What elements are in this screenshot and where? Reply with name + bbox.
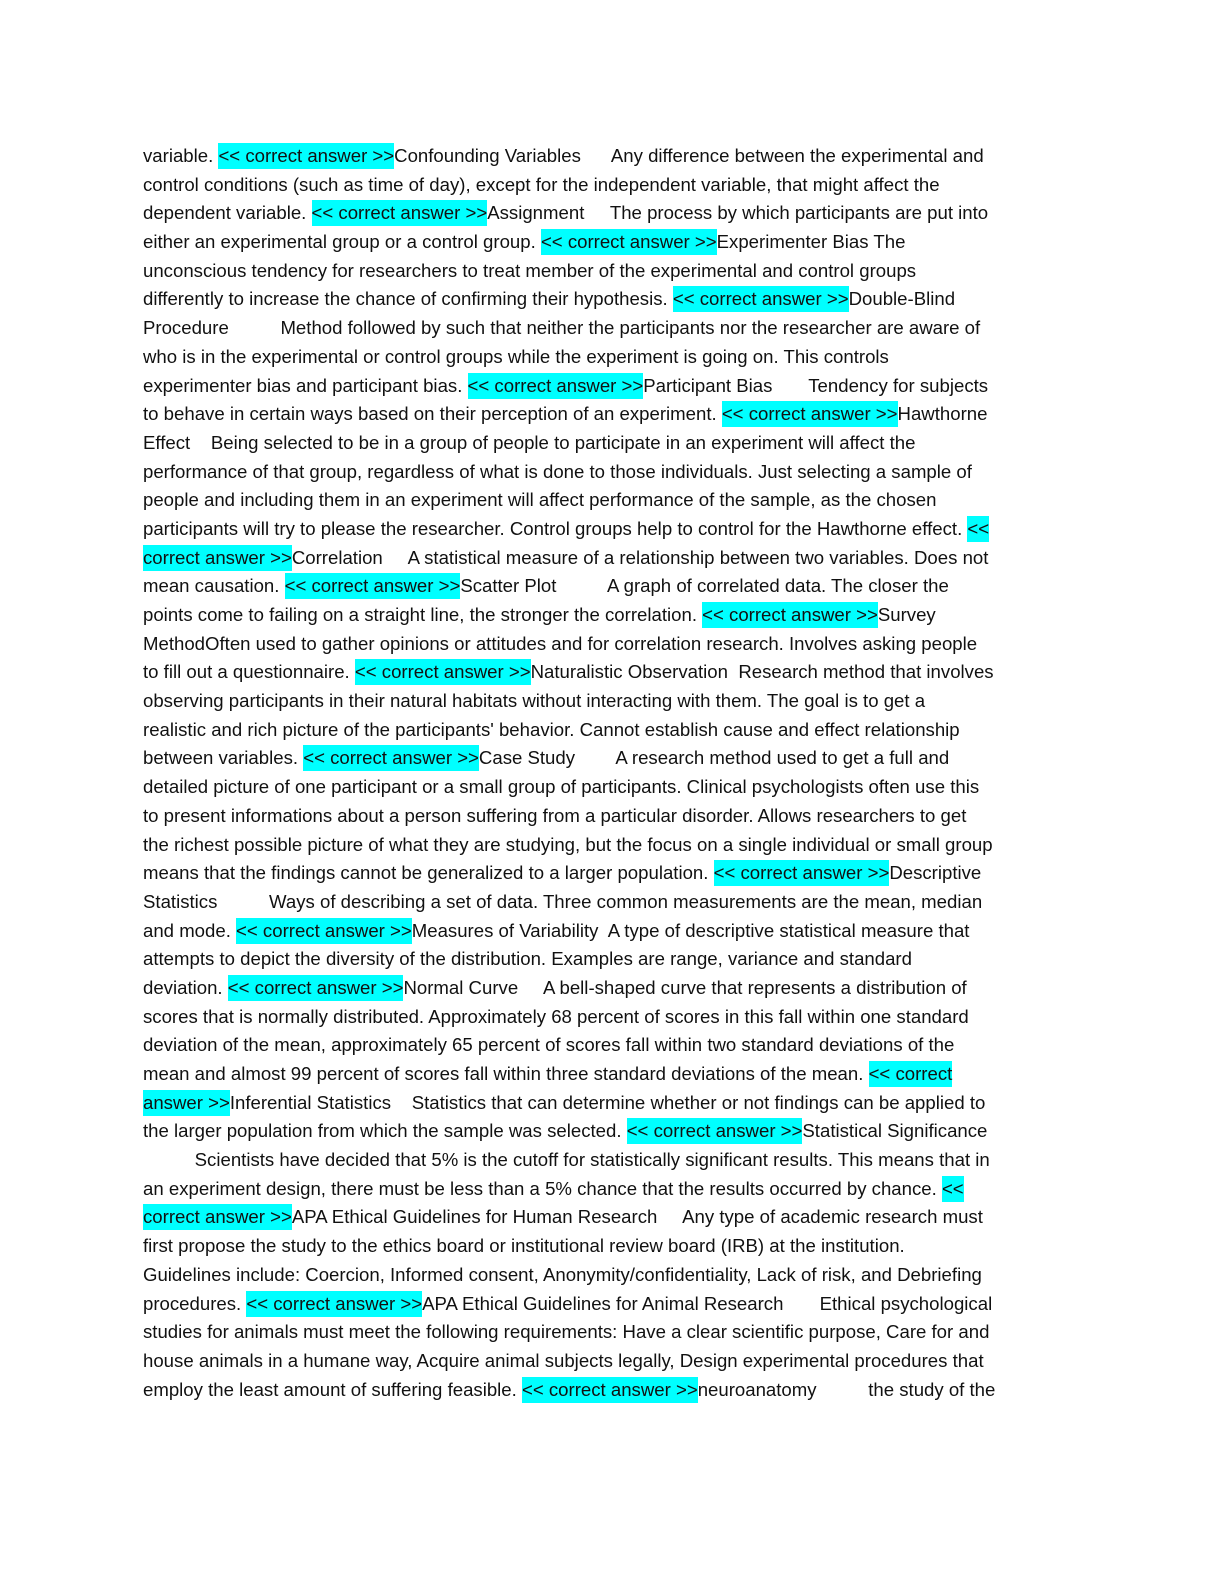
document-body-text xyxy=(143,142,1083,1404)
correct-answer-marker: << xyxy=(942,1176,964,1202)
text-segment: studies for animals must meet the following requirements: Have a clear scientific purpose, Care for and xyxy=(143,1321,990,1343)
correct-answer-marker: << correct answer >> xyxy=(285,573,461,599)
correct-answer-marker: << correct xyxy=(869,1061,953,1087)
text-line xyxy=(143,1146,1083,1175)
text-line xyxy=(143,859,1083,888)
correct-answer-marker: correct answer >> xyxy=(143,1204,292,1230)
text-line xyxy=(143,1376,1083,1405)
text-segment: Inferential Statistics Statistics that can determine whether or not findings can be applied to xyxy=(229,1091,986,1113)
text-segment: points come to failing on a straight line, the stronger the correlation. xyxy=(143,604,703,625)
text-line xyxy=(143,831,1083,860)
text-segment: Assignment The process by which participants are put into xyxy=(487,202,989,224)
text-segment: to behave in certain ways based on their perception of an experiment. xyxy=(143,403,722,425)
text-segment: Effect Being selected to be in a group of people to participate in an experiment will affect the xyxy=(143,431,916,453)
text-segment: unconscious tendency for researchers to treat member of the experimental and control groups xyxy=(143,259,917,281)
correct-answer-marker: << correct answer >> xyxy=(673,286,849,312)
text-segment: Survey xyxy=(877,604,936,625)
text-segment: Measures of Variability A type of descriptive statistical measure that xyxy=(411,919,970,941)
text-segment: experimenter bias and participant bias. xyxy=(143,374,468,396)
text-segment: means that the findings cannot be generalized to a larger population. xyxy=(143,862,714,884)
correct-answer-marker: << correct answer >> xyxy=(722,401,898,427)
text-segment: Procedure Method followed by such that neither the participants nor the researcher are aware of xyxy=(143,317,981,339)
text-line xyxy=(143,802,1083,831)
text-segment: employ the least amount of suffering feasible. xyxy=(143,1378,522,1400)
text-segment: observing participants in their natural habitats without interacting with them. The goal is to get a xyxy=(143,690,926,712)
text-segment: and mode. xyxy=(143,919,237,941)
text-line xyxy=(143,1290,1083,1319)
text-segment: Double-Blind xyxy=(848,288,956,310)
text-segment: participants will try to please the researcher. Control groups help to control for the Hawthorne effect. xyxy=(143,517,968,539)
text-line xyxy=(143,1089,1083,1118)
text-line xyxy=(143,773,1083,802)
text-line xyxy=(143,658,1083,687)
text-segment: Statistics Ways of describing a set of data. Three common measurements are the mean, median xyxy=(143,890,983,912)
correct-answer-marker: << correct answer >> xyxy=(714,860,890,886)
text-segment: scores that is normally distributed. Approximately 68 percent of scores in this fall within one standard xyxy=(143,1005,969,1027)
text-line xyxy=(143,1261,1083,1290)
text-line xyxy=(143,1031,1083,1060)
correct-answer-marker: correct answer >> xyxy=(143,545,292,571)
correct-answer-marker: << correct answer >> xyxy=(236,918,412,944)
text-segment: performance of that group, regardless of what is done to those individuals. Just selecting a sample of xyxy=(143,460,972,482)
text-segment: MethodOften used to gather opinions or attitudes and for correlation research. Involves asking people xyxy=(143,632,978,654)
correct-answer-marker: << correct answer >> xyxy=(627,1118,803,1144)
text-line xyxy=(143,1347,1083,1376)
text-line xyxy=(143,1117,1083,1146)
correct-answer-marker: << correct answer >> xyxy=(218,143,394,169)
text-line xyxy=(143,171,1083,200)
text-segment: Scientists have decided that 5% is the cutoff for statistically significant results. This means that in xyxy=(143,1149,990,1171)
text-segment: Statistical Significance xyxy=(802,1120,988,1142)
text-segment: attempts to depict the diversity of the distribution. Examples are range, variance and standard xyxy=(143,948,912,970)
text-segment: the richest possible picture of what they are studying, but the focus on a single individual or small group xyxy=(143,833,993,855)
text-line xyxy=(143,1060,1083,1089)
text-line xyxy=(143,257,1083,286)
text-line xyxy=(143,1175,1083,1204)
correct-answer-marker: << correct answer >> xyxy=(468,373,644,399)
correct-answer-marker: << correct answer >> xyxy=(522,1377,698,1403)
text-line xyxy=(143,515,1083,544)
text-line xyxy=(143,630,1083,659)
text-line xyxy=(143,974,1083,1003)
text-segment: Confounding Variables Any difference between the experimental and xyxy=(394,145,984,166)
text-line xyxy=(143,142,1083,171)
text-line xyxy=(143,429,1083,458)
text-segment: either an experimental group or a control group. xyxy=(143,231,541,253)
text-line xyxy=(143,917,1083,946)
text-segment: neuroanatomy the study of the xyxy=(697,1378,996,1400)
text-line xyxy=(143,458,1083,487)
text-line xyxy=(143,601,1083,630)
text-line xyxy=(143,572,1083,601)
text-line xyxy=(143,687,1083,716)
text-segment: realistic and rich picture of the participants' behavior. Cannot establish cause and effect relationship xyxy=(143,718,960,740)
text-line xyxy=(143,285,1083,314)
text-line xyxy=(143,888,1083,917)
correct-answer-marker: answer >> xyxy=(143,1090,230,1116)
text-line xyxy=(143,372,1083,401)
text-segment: mean causation. xyxy=(143,575,285,597)
text-line xyxy=(143,945,1083,974)
text-line xyxy=(143,343,1083,372)
text-line xyxy=(143,199,1083,228)
text-segment: mean and almost 99 percent of scores fall within three standard deviations of the mean. xyxy=(143,1063,869,1084)
text-line xyxy=(143,544,1083,573)
text-segment: house animals in a humane way, Acquire animal subjects legally, Design experimental procedures that xyxy=(143,1349,984,1371)
text-segment: between variables. xyxy=(143,747,304,769)
text-segment: deviation of the mean, approximately 65 percent of scores fall within two standard deviations of the xyxy=(143,1034,955,1056)
text-segment: Normal Curve A bell-shaped curve that represents a distribution of xyxy=(403,976,967,998)
text-line xyxy=(143,314,1083,343)
text-line xyxy=(143,1203,1083,1232)
text-segment: deviation. xyxy=(143,976,228,998)
text-line xyxy=(143,1232,1083,1261)
text-segment: people and including them in an experiment will affect performance of the sample, as the chosen xyxy=(143,489,937,511)
text-segment: APA Ethical Guidelines for Animal Research Ethical psychological xyxy=(422,1292,993,1314)
correct-answer-marker: << correct answer >> xyxy=(246,1291,422,1317)
correct-answer-marker: << correct answer >> xyxy=(303,745,479,771)
text-segment: to present informations about a person suffering from a particular disorder. Allows researchers to get xyxy=(143,804,967,826)
text-segment: detailed picture of one participant or a small group of participants. Clinical psychologists often use this xyxy=(143,776,980,798)
text-line xyxy=(143,228,1083,257)
text-line xyxy=(143,1003,1083,1032)
text-segment: control conditions (such as time of day), except for the independent variable, that might affect the xyxy=(143,173,940,195)
correct-answer-marker: << correct answer >> xyxy=(355,659,531,685)
text-segment: Participant Bias Tendency for subjects xyxy=(643,374,989,396)
text-segment: APA Ethical Guidelines for Human Research Any type of academic research must xyxy=(291,1206,983,1228)
text-segment: Hawthorne xyxy=(897,403,988,425)
text-segment: procedures. xyxy=(143,1292,247,1314)
text-segment: Scatter Plot A graph of correlated data. The closer the xyxy=(460,575,949,597)
correct-answer-marker: << correct answer >> xyxy=(228,975,404,1001)
text-segment: to fill out a questionnaire. xyxy=(143,661,355,683)
text-segment: who is in the experimental or control groups while the experiment is going on. This controls xyxy=(143,345,889,367)
text-line xyxy=(143,744,1083,773)
text-segment: first propose the study to the ethics board or institutional review board (IRB) at the institution. xyxy=(143,1235,905,1257)
text-segment: Correlation A statistical measure of a relationship between two variables. Does not xyxy=(291,546,989,568)
text-segment: differently to increase the chance of confirming their hypothesis. xyxy=(143,288,673,310)
text-segment: Case Study A research method used to get a full and xyxy=(478,747,950,769)
text-segment: Guidelines include: Coercion, Informed consent, Anonymity/confidentiality, Lack of risk, and Debriefing xyxy=(143,1263,982,1285)
text-segment: Experimenter Bias The xyxy=(716,231,906,253)
correct-answer-marker: << xyxy=(967,516,989,542)
correct-answer-marker: << correct answer >> xyxy=(541,229,717,255)
text-segment: an experiment design, there must be less than a 5% chance that the results occurred by chance. xyxy=(143,1177,942,1199)
correct-answer-marker: << correct answer >> xyxy=(312,200,488,226)
text-segment: Descriptive xyxy=(889,862,982,884)
text-segment: variable. xyxy=(143,145,219,166)
text-line xyxy=(143,716,1083,745)
text-segment: Naturalistic Observation Research method that involves xyxy=(530,661,994,683)
correct-answer-marker: << correct answer >> xyxy=(702,602,878,628)
text-line xyxy=(143,486,1083,515)
text-line xyxy=(143,400,1083,429)
text-segment: the larger population from which the sample was selected. xyxy=(143,1120,627,1142)
text-line xyxy=(143,1318,1083,1347)
text-segment: dependent variable. xyxy=(143,202,312,224)
